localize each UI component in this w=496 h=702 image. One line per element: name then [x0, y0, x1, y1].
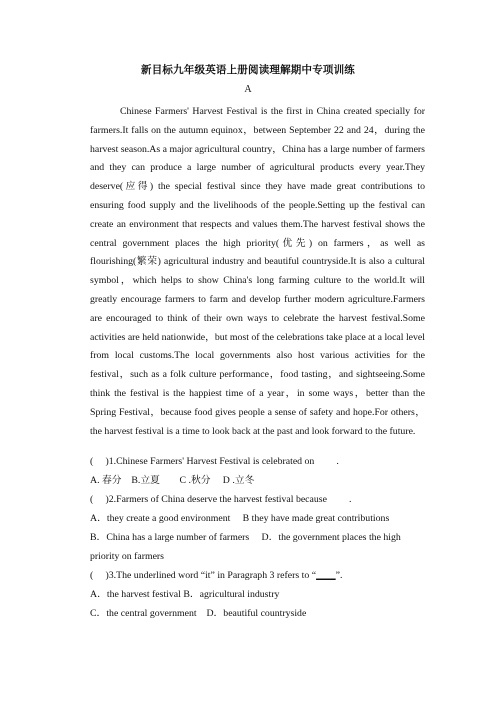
question-3-stem-start: ( )3.The underlined word “it” in Paragraph 3 refers to “: [90, 570, 317, 581]
question-2-options-line-1: A．they create a good environment B they have made great contributions: [90, 513, 390, 524]
section-label: A: [244, 84, 252, 95]
question-3-stem-end: ”.: [335, 570, 343, 581]
question-3-options-line-2: C．the central government D．beautiful countryside: [90, 608, 307, 619]
question-1-stem: ( )1.Chinese Farmers' Harvest Festival is celebrated on .: [90, 456, 339, 467]
question-1-options: A. 春分 B.立夏 C .秋分 D .立冬: [90, 475, 255, 486]
question-2-options-line-2: B．China has a large number of farmers D．the government places the high priority on farmers: [90, 532, 401, 562]
question-3-blank: ____: [316, 570, 336, 581]
question-2-stem: ( )2.Farmers of China deserve the harvest festival because .: [90, 494, 352, 505]
reading-passage: Chinese Farmers' Harvest Festival is the first in China created specially for farmers.It falls on the autumn equinox，between September 22 and 24，during the harvest season.As a major agricultural country，China has a large number of farmers and they can produce a large number of agricultural products every year.They deserve(应得) the special festival since they have made great contributions to ensuring food supply and the livelihoods of the people.Setting up the festival can create an environment that respects and values them.The harvest festival shows the central government places the high priority(优先) on farmers，as well as flourishing(繁荣) agricultural industry and beautiful countryside.It is also a cultural symbol，which helps to show China's long farming culture to the world.It will greatly encourage farmers to farm and develop further modern agriculture.Farmers are encouraged to think of their own ways to celebrate the harvest festival.Some activities are held nationwide，but most of the celebrations take place at a local level from local customs.The local governments also host various activities for the festival，such as a folk culture performance，food tasting，and sightseeing.Some think the festival is the happiest time of a year，in some ways，better than the Spring Festival，because food gives people a sense of safety and hope.For others，the harvest festival is a time to look back at the past and look forward to the future.: [90, 106, 425, 437]
question-3-stem: [90, 567, 430, 586]
question-3-options-line-1: A．the harvest festival B．agricultural industry: [90, 589, 280, 600]
document-title: 新目标九年级英语上册阅读理解期中专项训练: [141, 64, 355, 76]
